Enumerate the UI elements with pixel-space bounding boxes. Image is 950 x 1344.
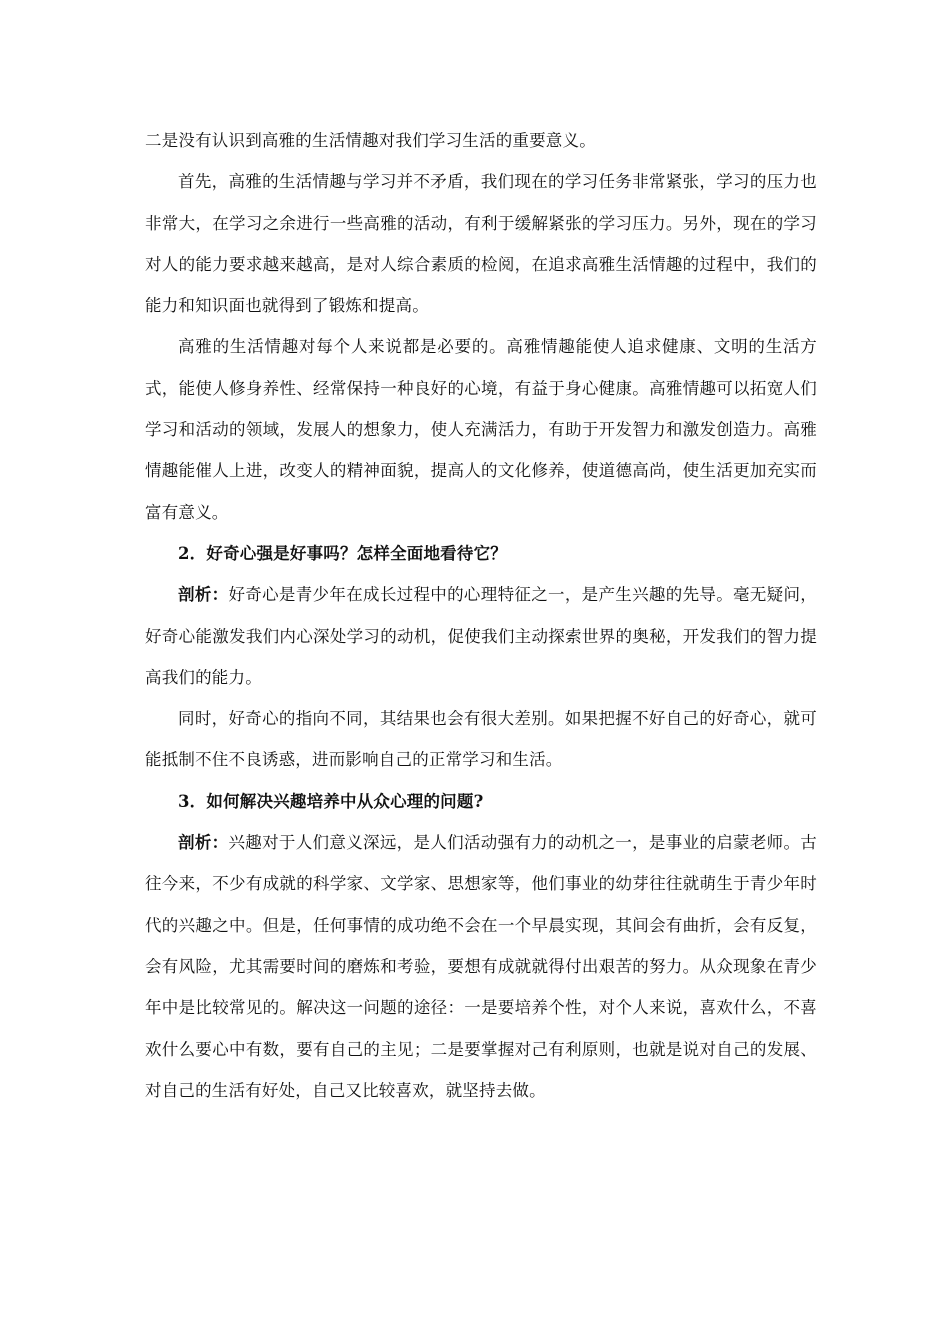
- question-3-heading: 3．如何解决兴趣培养中从众心理的问题?: [178, 791, 484, 811]
- analysis-text: 好奇心是青少年在成长过程中的心理特征之一，是产生兴趣的先导。毫无疑问，好奇心能激发我们内心深处学习的动机，促使我们主动探索世界的奥秘，开发我们的智力提高我们的能力。: [145, 585, 818, 687]
- analysis-label: 剖析：: [178, 585, 229, 605]
- analysis-label: 剖析：: [178, 833, 229, 853]
- question-2-heading: 2．好奇心强是好事吗？怎样全面地看待它？: [178, 543, 507, 563]
- analysis-text: 兴趣对于人们意义深远，是人们活动强有力的动机之一，是事业的启蒙老师。古往今来，不少有成就的科学家、文学家、思想家等，他们事业的幼芽往往就萌生于青少年时代的兴趣之中。但是，任何事情的成功绝不会在一个早晨实现，其间会有曲折，会有反复，会有风险，尤其需要时间的磨炼和考验，要想有成就就得付出艰苦的努力。从众现象在青少年中是比较常见的。解决这一问题的途径：一是要培养个性，对个人来说，喜欢什么，不喜欢什么要心中有数，要有自己的主见；二是要掌握对己有利原则，也就是说对自己的发展、对自己的生活有好处，自己又比较喜欢，就坚持去做。: [145, 833, 818, 1100]
- paragraph-first: 首先，高雅的生活情趣与学习并不矛盾，我们现在的学习任务非常紧张，学习的压力也非常大，在学习之余进行一些高雅的活动，有利于缓解紧张的学习压力。另外，现在的学习对人的能力要求越来越高，是对人综合素质的检阅，在追求高雅生活情趣的过程中，我们的能力和知识面也就得到了锻炼和提高。: [145, 172, 817, 316]
- paragraph-second: 高雅的生活情趣对每个人来说都是必要的。高雅情趣能使人追求健康、文明的生活方式，能使人修身养性、经常保持一种良好的心境，有益于身心健康。高雅情趣可以拓宽人们学习和活动的领域，发展人的想象力，使人充满活力，有助于开发智力和激发创造力。高雅情趣能催人上进，改变人的精神面貌，提高人的文化修养，使道德高尚，使生活更加充实而富有意义。: [145, 337, 817, 522]
- document-body: [145, 120, 817, 1111]
- question-2-analysis-continued: 同时，好奇心的指向不同，其结果也会有很大差别。如果把握不好自己的好奇心，就可能抵制不住不良诱惑，进而影响自己的正常学习和生活。: [145, 709, 817, 770]
- paragraph-intro: 二是没有认识到高雅的生活情趣对我们学习生活的重要意义。: [145, 131, 596, 150]
- question-3-analysis: [145, 822, 817, 1111]
- question-2-analysis: [145, 574, 817, 698]
